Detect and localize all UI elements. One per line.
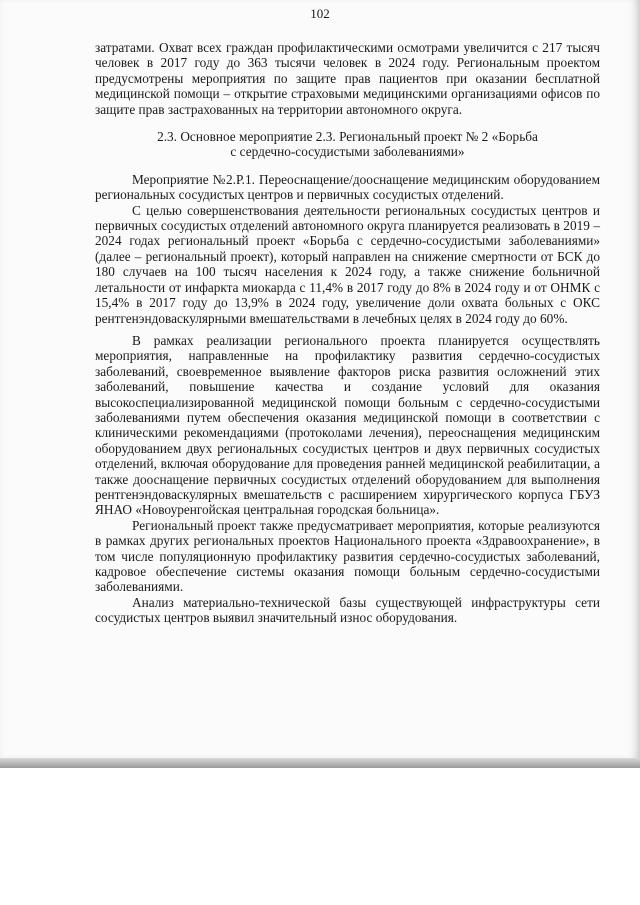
section-heading-line-2: с сердечно-сосудистыми заболеваниями» — [230, 144, 465, 160]
section-heading-line-1: 2.3. Основное мероприятие 2.3. Региональный проект № 2 «Борьба — [157, 129, 538, 145]
paragraph-project-goals: С целью совершенствования деятельности региональных сосудистых центров и первичных сосудистых отделений автономного округа планируется реализовать в 2019 – 2024 годах региональный проект «Борьба с сердечно-сосудистыми заболеваниями» (далее – региональный проект), который направлен на снижение смертности от БСК до 180 случаев на 100 тысяч населения к 2024 году, а также снижение больничной летальности от инфаркта миокарда с 11,4% в 2017 году до 8% в 2024 году и от ОНМК с 15,4% в 2017 году до 13,9% в 2024 году, увеличение доли охвата больных с ОКС рентгенэндоваскулярными вмешательствами в лечебных целях в 2024 году до 60%. — [95, 202, 600, 326]
paragraph-measure: Мероприятие №2.Р.1. Переоснащение/дооснащение медицинским оборудованием региональных сосудистых центров и первичных сосудистых отделений. — [95, 171, 600, 203]
page-bottom-edge — [0, 758, 640, 768]
section-heading — [95, 129, 600, 160]
paragraph-project-activities: В рамках реализации регионального проекта планируется осуществлять мероприятия, направленные на профилактику развития сердечно-сосудистых заболеваний, своевременное выявление факторов риска развития осложнений этих заболеваний, повышение качества и создание условий для оказания высокоспециализированной медицинской помощи больным с сердечно-сосудистыми заболеваниями путем обеспечения оказания медицинской помощи в соответствии с клиническими рекомендациями (протоколами лечения), переоснащения медицинским оборудованием двух региональных сосудистых центров и двух первичных сосудистых отделений, включая оборудование для проведения ранней медицинской реабилитации, а также дооснащение первичных сосудистых отделений оборудованием для выполнения рентгенэндоваскулярных вмешательств с расширением хирургического корпуса ГБУЗ ЯНАО «Новоуренгойская центральная городская больница». — [95, 332, 600, 518]
paragraph-related-projects: Региональный проект также предусматривает мероприятия, которые реализуются в рамках других региональных проектов Национального проекта «Здравоохранение», в том числе популяционную профилактику развития сердечно-сосудистых заболеваний, кадровое обеспечение системы оказания помощи больным сердечно-сосудистыми заболеваниями. — [95, 517, 600, 595]
paragraph-infrastructure-analysis: Анализ материально-технической базы существующей инфраструктуры сети сосудистых центров выявил значительный износ оборудования. — [95, 594, 600, 626]
page-content — [95, 40, 600, 626]
page-number: 102 — [310, 6, 330, 21]
intro-paragraph: затратами. Охват всех граждан профилактическими осмотрами увеличится с 217 тысяч человек в 2017 году до 363 тысячи человек в 2024 году. Региональным проектом предусмотрены мероприятия по защите прав пациентов при оказании бесплатной медицинской помощи – открытие страховыми медицинскими организациями офисов по защите прав застрахованных на территории автономного округа. — [95, 40, 600, 117]
